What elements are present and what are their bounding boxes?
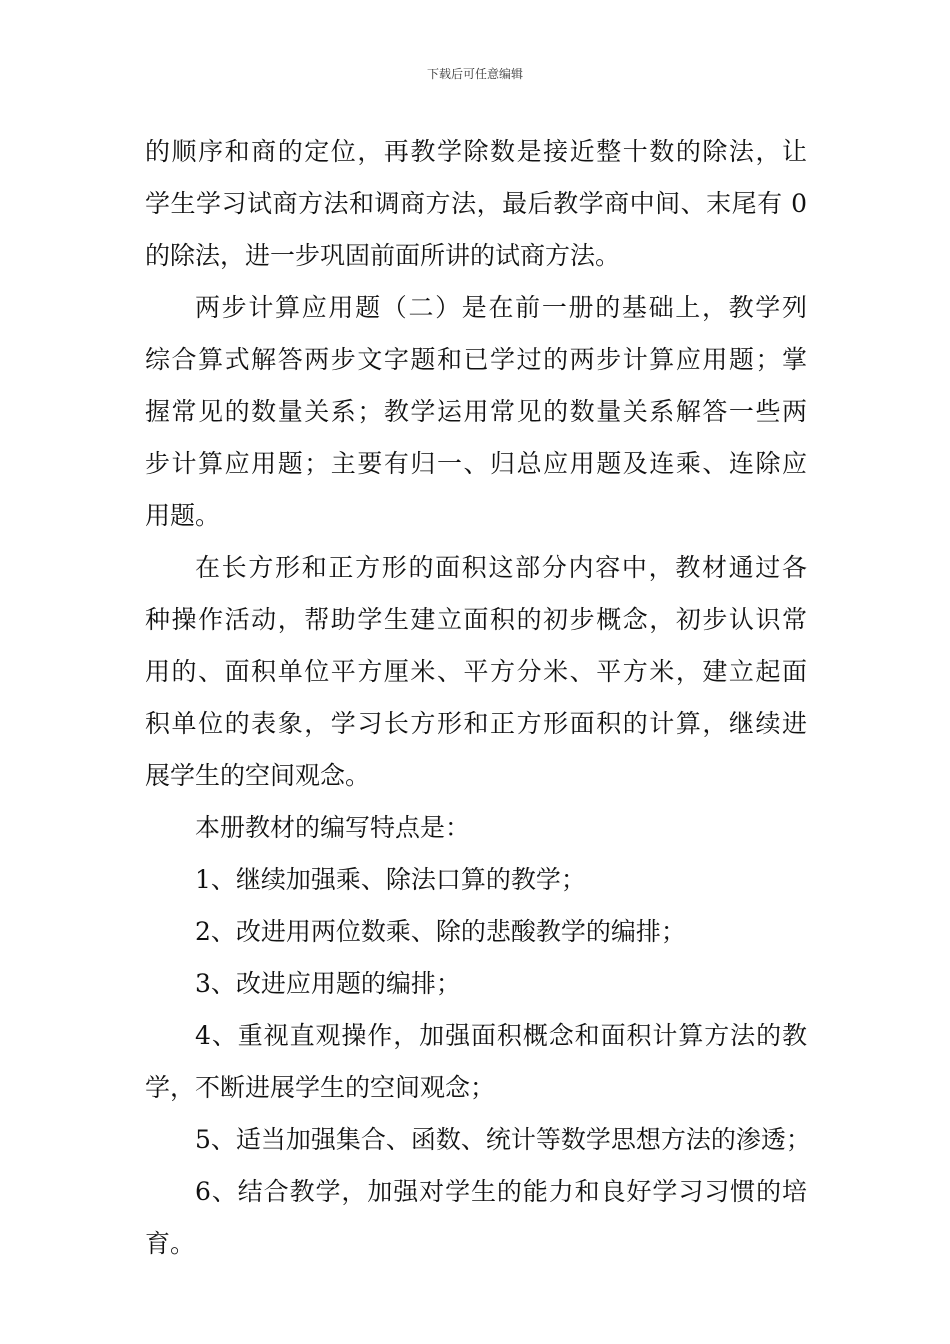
text-line: 的顺序和商的定位，再教学除数是接近整十数的除法，让	[145, 137, 807, 166]
text-line: 3、改进应用题的编排；	[195, 969, 461, 998]
list-item	[145, 958, 807, 1010]
text-line: 积单位的表象，学习长方形和正方形面积的计算，继续进	[145, 709, 807, 738]
text-line: 4、重视直观操作，加强面积概念和面积计算方法的教	[195, 1021, 807, 1050]
document-body	[145, 126, 811, 1270]
text-line: 的除法，进一步巩固前面所讲的试商方法。	[145, 241, 621, 270]
text-line: 握常见的数量关系；教学运用常见的数量关系解答一些两	[145, 397, 807, 426]
text-line: 2、改进用两位数乘、除的悲酸教学的编排；	[195, 917, 686, 946]
text-line: 展学生的空间观念。	[145, 761, 371, 790]
list-item	[145, 906, 807, 958]
text-line: 5、适当加强集合、函数、统计等数学思想方法的渗透；	[195, 1125, 811, 1154]
paragraph	[145, 542, 807, 802]
text-line: 两步计算应用题（二）是在前一册的基础上，教学列	[195, 293, 807, 322]
paragraph	[145, 282, 807, 542]
text-line: 学生学习试商方法和调商方法，最后教学商中间、末尾有 0	[145, 189, 807, 218]
text-line: 育。	[145, 1229, 196, 1258]
text-line: 6、结合教学，加强对学生的能力和良好学习习惯的培	[195, 1177, 807, 1206]
paragraph	[145, 126, 807, 282]
list-item	[145, 854, 807, 906]
page-header: 下载后可任意编辑	[426, 67, 523, 81]
list-item	[145, 1010, 807, 1114]
text-line: 综合算式解答两步文字题和已学过的两步计算应用题；掌	[145, 345, 807, 374]
text-line: 用题。	[145, 501, 221, 530]
text-line: 本册教材的编写特点是：	[195, 813, 471, 842]
paragraph	[145, 802, 807, 854]
text-line: 在长方形和正方形的面积这部分内容中，教材通过各	[195, 553, 807, 582]
list-item	[145, 1114, 811, 1166]
text-line: 学，不断进展学生的空间观念；	[145, 1073, 496, 1102]
list-item	[145, 1166, 807, 1270]
text-line: 步计算应用题；主要有归一、归总应用题及连乘、连除应	[145, 449, 807, 478]
text-line: 种操作活动，帮助学生建立面积的初步概念，初步认识常	[145, 605, 807, 634]
text-line: 用的、面积单位平方厘米、平方分米、平方米，建立起面	[145, 657, 807, 686]
text-line: 1、继续加强乘、除法口算的教学；	[195, 865, 586, 894]
